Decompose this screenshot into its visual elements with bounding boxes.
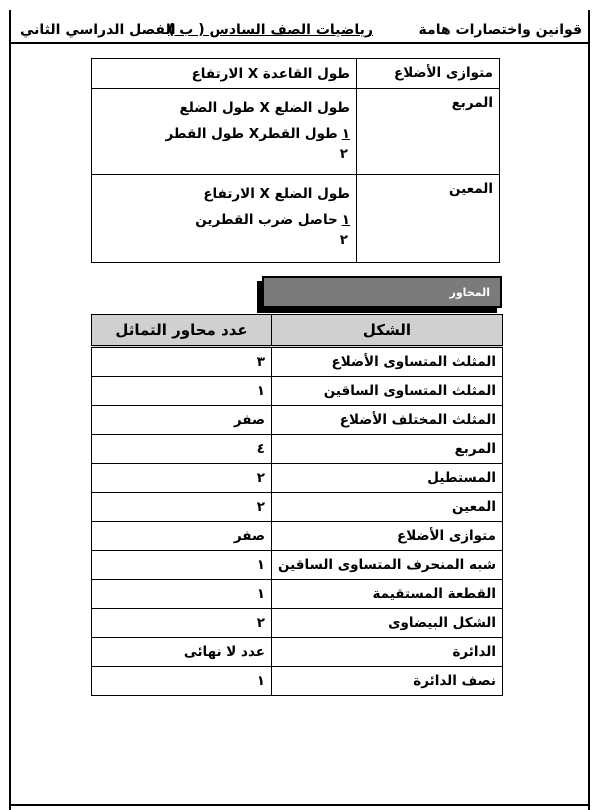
axes-count-cell: ٢ — [92, 493, 272, 522]
axes-count-cell: ١ — [92, 667, 272, 696]
shape-cell: الشكل البيضاوى — [272, 609, 503, 638]
header-subject: رياضيات الصف السادس ( ب ) — [168, 22, 373, 38]
axes-section-title: المحاور — [449, 286, 490, 299]
shape-name: المربع — [357, 89, 500, 175]
table-row — [92, 406, 503, 435]
law-line: طول القاعدة X الارتفاع — [191, 66, 350, 82]
shape-cell: المعين — [272, 493, 503, 522]
shape-cell: القطعة المستقيمة — [272, 580, 503, 609]
header-topic: قوانين واختصارات هامة — [418, 22, 582, 38]
axes-count-cell: ٤ — [92, 435, 272, 464]
table-row — [92, 493, 503, 522]
fraction-text: طول القطرX طول القطر — [165, 126, 338, 142]
column-header-shape: الشكل — [272, 315, 503, 347]
table-row — [92, 551, 503, 580]
shape-cell: متوازى الأضلاع — [272, 522, 503, 551]
shape-cell: نصف الدائرة — [272, 667, 503, 696]
table-row — [92, 522, 503, 551]
law-line: طول الضلع X طول الضلع — [179, 100, 350, 116]
header-term: الفصل الدراسي الثاني — [20, 22, 176, 38]
axes-count-cell: صفر — [92, 522, 272, 551]
table-row — [92, 89, 500, 175]
fraction-text: حاصل ضرب القطرين — [195, 212, 338, 228]
page-header — [10, 12, 588, 44]
table-row — [92, 580, 503, 609]
law-cell — [92, 89, 357, 175]
law-line: طول الضلع X الارتفاع — [203, 186, 350, 202]
symmetry-axes-table — [91, 314, 503, 696]
shape-name: متوازى الأضلاع — [357, 59, 500, 89]
shape-cell: المثلث المتساوى الأضلاع — [272, 347, 503, 377]
shape-cell: المستطيل — [272, 464, 503, 493]
page-frame-left — [9, 10, 11, 810]
axes-count-cell: ١ — [92, 551, 272, 580]
shape-cell: المربع — [272, 435, 503, 464]
law-cell — [92, 175, 357, 263]
axes-count-cell: ٢ — [92, 464, 272, 493]
table-row — [92, 464, 503, 493]
table-row — [92, 609, 503, 638]
fraction-line — [98, 121, 350, 147]
axes-count-cell: ٣ — [92, 347, 272, 377]
table-row — [92, 377, 503, 406]
axes-section-label — [262, 276, 502, 308]
fraction-numerator: ١ — [341, 126, 350, 142]
shape-cell: الدائرة — [272, 638, 503, 667]
table-row — [92, 175, 500, 263]
table-row — [92, 638, 503, 667]
fraction-denominator: ٢ — [339, 146, 348, 162]
table-row — [92, 347, 503, 377]
axes-count-cell: عدد لا نهائى — [92, 638, 272, 667]
table-row — [92, 59, 500, 89]
axes-count-cell: صفر — [92, 406, 272, 435]
table-row — [92, 435, 503, 464]
table-header-row — [92, 315, 503, 347]
axes-count-cell: ٢ — [92, 609, 272, 638]
axes-count-cell: ١ — [92, 580, 272, 609]
area-laws-table — [91, 58, 500, 263]
fraction-numerator: ١ — [341, 212, 350, 228]
shape-cell: المثلث المتساوى الساقين — [272, 377, 503, 406]
page-bottom-border — [10, 804, 588, 806]
shape-name: المعين — [357, 175, 500, 263]
shape-cell: شبه المنحرف المتساوى الساقين — [272, 551, 503, 580]
fraction-line — [98, 207, 350, 233]
table-row — [92, 667, 503, 696]
page-frame-right — [588, 10, 590, 810]
shape-cell: المثلث المختلف الأضلاع — [272, 406, 503, 435]
column-header-axes-count: عدد محاور التماثل — [92, 315, 272, 347]
fraction-denominator: ٢ — [339, 232, 348, 248]
axes-count-cell: ١ — [92, 377, 272, 406]
law-cell — [92, 59, 357, 89]
